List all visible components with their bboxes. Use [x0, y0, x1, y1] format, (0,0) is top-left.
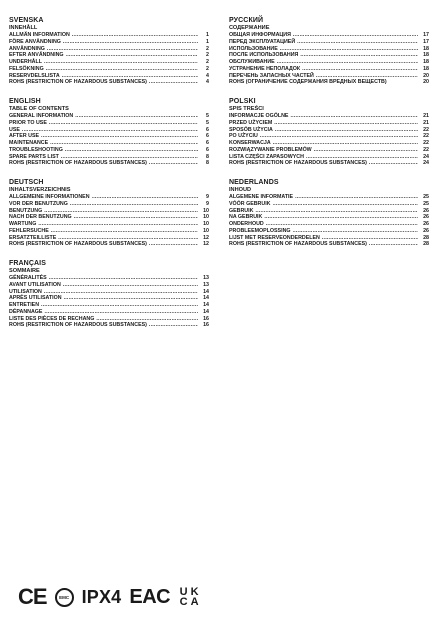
ukca-mark-icon [178, 587, 200, 607]
dot-leader [273, 201, 419, 208]
toc-entry-page: 24 [423, 153, 429, 160]
toc-entry-page: 4 [206, 72, 209, 79]
dot-leader [280, 46, 418, 53]
toc-entry-page: 2 [206, 52, 209, 59]
toc-entry [229, 235, 429, 242]
toc-entry-label: BENUTZUNG [9, 207, 43, 214]
toc-section [229, 97, 429, 167]
toc-entry-label: RESERVDELSLISTA [9, 72, 60, 79]
toc-entry [229, 73, 429, 80]
toc-entry [9, 79, 209, 86]
dot-leader [65, 147, 198, 154]
toc-entry-label: ALLGEMEINE INFORMATIONEN [9, 194, 90, 200]
toc-entry-label: AFTER USE [9, 133, 40, 140]
dot-leader [58, 235, 198, 242]
toc-section [229, 16, 429, 86]
toc-entry [9, 295, 209, 302]
toc-entry-label: LISTA CZĘŚCI ZAPASOWYCH [229, 153, 304, 160]
toc-entry-page: 18 [423, 45, 429, 52]
toc-entry-page: 14 [203, 295, 209, 302]
ipx4-rating: IPX4 [81, 586, 122, 607]
dot-leader [306, 154, 418, 161]
dot-leader [63, 282, 198, 289]
toc-entry-label: ИСПОЛЬЗОВАНИЕ [229, 45, 278, 52]
toc-entry-label: VÓÓR GEBRUIK [229, 200, 271, 207]
toc-entry-page: 10 [203, 227, 209, 234]
toc-entry [229, 221, 429, 228]
toc-entry-page: 14 [203, 302, 209, 308]
toc-entry [9, 282, 209, 289]
toc-entry-label: ENTRETIEN [9, 302, 40, 308]
toc-entry-page: 1 [206, 32, 209, 38]
dot-leader [92, 194, 198, 201]
toc-entry [229, 208, 429, 215]
toc-entry-page: 28 [423, 234, 429, 241]
dot-leader [75, 113, 198, 120]
toc-entry-page: 14 [203, 308, 209, 315]
language-title: ENGLISH [9, 98, 41, 105]
toc-entry-label: ROHS (RESTRICTION OF HAZARDOUS SUBSTANCES) [9, 160, 147, 167]
toc-entry-page: 25 [423, 194, 429, 200]
toc-section [229, 178, 429, 248]
dot-leader [316, 73, 418, 80]
toc-entry [9, 316, 209, 323]
toc-entry-page: 14 [203, 288, 209, 295]
toc-entry-label: ROHS (ОГРАНИЧЕНИЕ СОДЕРЖАНИЯ ВРЕДНЫХ ВЕЩЕСТВ) [229, 79, 387, 86]
contents-heading: СОДЕРЖАНИЕ [229, 25, 270, 31]
toc-entry-label: FELSÖKNING [9, 65, 44, 72]
language-title: POLSKI [229, 98, 256, 105]
ukca-letter: A [190, 596, 199, 608]
toc-entry [9, 194, 209, 201]
toc-entry-page: 22 [423, 140, 429, 146]
language-title: РУССКИЙ [229, 17, 264, 24]
toc-entry-label: ERSATZTEILLISTE [9, 234, 57, 241]
dot-leader [297, 39, 418, 46]
dot-leader [96, 316, 198, 323]
dot-leader [322, 235, 418, 242]
dot-leader [277, 59, 418, 66]
toc-entry-label: ROHS (RESTRICTION OF HAZARDOUS SUBSTANCES) [9, 322, 147, 329]
toc-entry-page: 5 [206, 119, 209, 126]
toc-entry-label: FEHLERSUCHE [9, 227, 49, 234]
toc-entry-label: MAINTENANCE [9, 140, 49, 146]
dot-leader [41, 133, 198, 140]
toc-entry-page: 26 [423, 207, 429, 214]
dot-leader [314, 147, 418, 154]
right-toc-column [229, 16, 429, 259]
toc-entry-label: GENERAL INFORMATION [9, 113, 74, 119]
toc-entry-page: 1 [206, 38, 209, 45]
toc-entry-page: 22 [423, 126, 429, 133]
toc-entry-label: FÖRE ANVÄNDNING [9, 38, 61, 45]
dot-leader [300, 52, 418, 59]
dot-leader [302, 66, 418, 73]
toc-entry [229, 52, 429, 59]
dot-leader [49, 275, 198, 282]
dot-leader [47, 46, 198, 53]
toc-entry-label: PRZED UŻYCIEM [229, 119, 273, 126]
toc-section [9, 16, 209, 86]
dot-leader [149, 241, 198, 248]
toc-entry [9, 208, 209, 215]
toc-entry [229, 66, 429, 73]
contents-heading: SPIS TREŚCI [229, 106, 264, 112]
toc-entry [9, 201, 209, 208]
toc-entry [229, 39, 429, 46]
toc-entry [229, 228, 429, 235]
toc-entry [229, 214, 429, 221]
dot-leader [72, 32, 198, 39]
toc-entry [9, 120, 209, 127]
toc-entry-page: 12 [203, 234, 209, 241]
toc-entry-label: UTILISATION [9, 288, 42, 295]
toc-entry [229, 113, 429, 120]
emc-disc-label: EMC [59, 594, 70, 600]
dot-leader [149, 79, 198, 86]
dot-leader [273, 140, 418, 147]
toc-entry-label: PROBLEEMOPLOSSING [229, 227, 291, 234]
contents-heading: INHOUD [229, 187, 252, 193]
toc-entry [9, 228, 209, 235]
dot-leader [44, 309, 198, 316]
toc-entry [9, 113, 209, 120]
toc-entry [9, 52, 209, 59]
dot-leader [74, 214, 198, 221]
toc-entry [229, 32, 429, 39]
toc-entry-label: PRIOR TO USE [9, 119, 47, 126]
toc-entry [9, 221, 209, 228]
toc-entry-label: KONSERWACJA [229, 140, 271, 146]
toc-entry-page: 2 [206, 65, 209, 72]
toc-entry-label: ROZWIĄZYWANIE PROBLEMÓW [229, 146, 312, 153]
toc-entry-page: 8 [206, 160, 209, 167]
dot-leader [264, 214, 418, 221]
contents-heading: INNEHÅLL [9, 25, 38, 31]
toc-entry [9, 147, 209, 154]
dot-leader [255, 208, 418, 215]
toc-entry-label: USE [9, 126, 20, 133]
toc-entry-label: LIJST MET RESERVEONDERDELEN [229, 234, 320, 241]
toc-entry-page: 16 [203, 315, 209, 322]
toc-entry-page: 26 [423, 214, 429, 221]
toc-entry-page: 24 [423, 160, 429, 167]
language-title: NEDERLANDS [229, 179, 279, 186]
toc-entry-page: 6 [206, 140, 209, 146]
toc-entry-label: GEBRUIK [229, 207, 254, 214]
toc-entry-page: 6 [206, 133, 209, 140]
toc-entry-page: 2 [206, 45, 209, 52]
dot-leader [49, 120, 198, 127]
toc-entry [9, 39, 209, 46]
toc-entry-page: 16 [203, 322, 209, 329]
dot-leader [70, 201, 198, 208]
toc-entry-label: ПЕРЕД ЭКСПЛУАТАЦИЕЙ [229, 38, 296, 45]
dot-leader [44, 208, 198, 215]
toc-entry-label: NACH DER BENUTZUNG [9, 214, 72, 221]
toc-entry-page: 26 [423, 221, 429, 227]
contents-heading: INHALTSVERZEICHNIS [9, 187, 71, 193]
toc-entry [229, 120, 429, 127]
toc-section [9, 97, 209, 167]
toc-entry-page: 25 [423, 200, 429, 207]
toc-entry [9, 73, 209, 80]
dot-leader [50, 140, 198, 147]
toc-entry-page: 2 [206, 59, 209, 65]
toc-entry-label: УСТРАНЕНИЕ НЕПОЛАДОК [229, 65, 301, 72]
toc-entry-label: EFTER ANVÄNDNING [9, 52, 64, 59]
toc-entry-page: 22 [423, 146, 429, 153]
toc-entry-label: ОБСЛУЖИВАНИЕ [229, 59, 275, 65]
left-toc-column [9, 16, 209, 340]
eac-mark-icon: EAC [129, 585, 171, 608]
toc-entry-page: 26 [423, 227, 429, 234]
toc-entry [229, 59, 429, 66]
toc-entry-page: 13 [203, 275, 209, 281]
toc-entry-page: 10 [203, 221, 209, 227]
dot-leader [66, 52, 198, 59]
dot-leader [51, 228, 198, 235]
toc-entry [229, 79, 429, 86]
toc-entry-label: ROHS (RESTRICTION OF HAZARDOUS SUBSTANCES) [229, 160, 367, 167]
toc-entry-label: VOR DER BENUTZUNG [9, 200, 68, 207]
dot-leader [64, 295, 198, 302]
toc-entry [9, 66, 209, 73]
toc-entry-page: 9 [206, 194, 209, 200]
ukca-letter: K [190, 586, 199, 598]
toc-entry [229, 160, 429, 167]
toc-entry [9, 59, 209, 66]
toc-entry [9, 235, 209, 242]
dot-leader [274, 120, 418, 127]
toc-entry-label: NA GEBRUIK [229, 214, 263, 221]
toc-entry-page: 10 [203, 207, 209, 214]
ukca-letter: U [179, 586, 188, 598]
toc-entry-page: 22 [423, 133, 429, 140]
toc-entry-label: APRÈS UTILISATION [9, 295, 62, 302]
toc-entry [9, 302, 209, 309]
toc-entry-label: ПОСЛЕ ИСПОЛЬЗОВАНИЯ [229, 52, 299, 59]
toc-entry [229, 201, 429, 208]
toc-entry [9, 160, 209, 167]
toc-entry-page: 10 [203, 214, 209, 221]
toc-entry [229, 194, 429, 201]
toc-entry [9, 127, 209, 134]
toc-entry-label: SPARE PARTS LIST [9, 153, 59, 160]
toc-entry [9, 32, 209, 39]
toc-entry-label: ОБЩАЯ ИНФОРМАЦИЯ [229, 32, 291, 38]
toc-entry-page: 18 [423, 52, 429, 59]
toc-entry-page: 28 [423, 241, 429, 248]
toc-entry [229, 241, 429, 248]
dot-leader [290, 113, 418, 120]
toc-entry-page: 17 [423, 38, 429, 45]
contents-heading: TABLE OF CONTENTS [9, 106, 69, 112]
toc-entry [9, 241, 209, 248]
contents-heading: SOMMAIRE [9, 268, 40, 274]
dot-leader [260, 133, 418, 140]
toc-entry [229, 133, 429, 140]
toc-entry [9, 322, 209, 329]
toc-entry-page: 18 [423, 65, 429, 72]
toc-entry-label: TROUBLESHOOTING [9, 146, 63, 153]
language-title: FRANÇAIS [9, 260, 46, 267]
toc-entry-label: ROHS (RESTRICTION OF HAZARDOUS SUBSTANCES) [9, 79, 147, 86]
dot-leader [38, 221, 198, 228]
dot-leader [44, 289, 198, 296]
dot-leader [44, 59, 198, 66]
toc-entry-label: SPOSÓB UŻYCIA [229, 126, 273, 133]
toc-entry-label: ROHS (RESTRICTION OF HAZARDOUS SUBSTANCES) [9, 241, 147, 248]
toc-entry [229, 147, 429, 154]
toc-entry [229, 140, 429, 147]
toc-entry-label: ПЕРЕЧЕНЬ ЗАПАСНЫХ ЧАСТЕЙ [229, 72, 314, 79]
dot-leader [61, 154, 198, 161]
toc-entry-label: DÉPANNAGE [9, 308, 43, 315]
dot-leader [369, 160, 418, 167]
toc-entry-page: 21 [423, 119, 429, 126]
dot-leader [62, 73, 198, 80]
dot-leader [275, 127, 418, 134]
language-title: SVENSKA [9, 17, 44, 24]
toc-entry [229, 154, 429, 161]
dot-leader [149, 160, 198, 167]
toc-entry [9, 154, 209, 161]
toc-entry-label: WARTUNG [9, 221, 37, 227]
toc-entry-label: AVANT UTILISATION [9, 281, 61, 288]
toc-entry-page: 6 [206, 126, 209, 133]
dot-leader [369, 241, 418, 248]
dot-leader [293, 228, 418, 235]
certification-marks [18, 584, 200, 610]
dot-leader [63, 39, 198, 46]
toc-entry-label: ALGEMENE INFORMATIE [229, 194, 294, 200]
dot-leader [295, 194, 418, 201]
toc-section [9, 259, 209, 329]
toc-entry-page: 20 [423, 79, 429, 86]
toc-entry [9, 275, 209, 282]
toc-entry-label: GÉNÉRALITÉS [9, 275, 47, 281]
toc-entry [9, 133, 209, 140]
toc-entry-page: 9 [206, 200, 209, 207]
toc-entry-label: LISTE DES PIÈCES DE RECHANG [9, 315, 95, 322]
dot-leader [293, 32, 418, 39]
toc-entry-label: ALLMÄN INFORMATION [9, 32, 70, 38]
toc-entry [9, 214, 209, 221]
toc-entry-page: 21 [423, 113, 429, 119]
toc-entry-page: 5 [206, 113, 209, 119]
toc-section [9, 178, 209, 248]
toc-entry-label: UNDERHÅLL [9, 59, 42, 65]
ukca-letter: C [179, 596, 188, 608]
dot-leader [149, 322, 198, 329]
toc-entry [9, 140, 209, 147]
toc-entry-page: 4 [206, 79, 209, 86]
dot-leader [266, 221, 418, 228]
toc-entry [9, 309, 209, 316]
dot-leader [22, 127, 198, 134]
toc-entry-label: INFORMACJE OGÓLNE [229, 113, 289, 119]
dot-leader [46, 66, 198, 73]
ce-mark-icon: CE [18, 584, 47, 609]
toc-entry-page: 12 [203, 241, 209, 248]
toc-entry-label: ONDERHOUD [229, 221, 264, 227]
toc-entry-label: PO UŻYCIU [229, 133, 258, 140]
toc-entry-page: 18 [423, 59, 429, 65]
dot-leader [41, 302, 198, 309]
toc-entry-page: 6 [206, 146, 209, 153]
language-title: DEUTSCH [9, 179, 44, 186]
toc-entry-page: 8 [206, 153, 209, 160]
toc-entry-page: 13 [203, 281, 209, 288]
toc-entry [229, 46, 429, 53]
toc-entry-page: 17 [423, 32, 429, 38]
emc-disc-icon [55, 588, 74, 607]
toc-entry-label: ANVÄNDNING [9, 45, 45, 52]
toc-entry-page: 20 [423, 72, 429, 79]
toc-entry [229, 127, 429, 134]
toc-entry-label: ROHS (RESTRICTION OF HAZARDOUS SUBSTANCES) [229, 241, 367, 248]
